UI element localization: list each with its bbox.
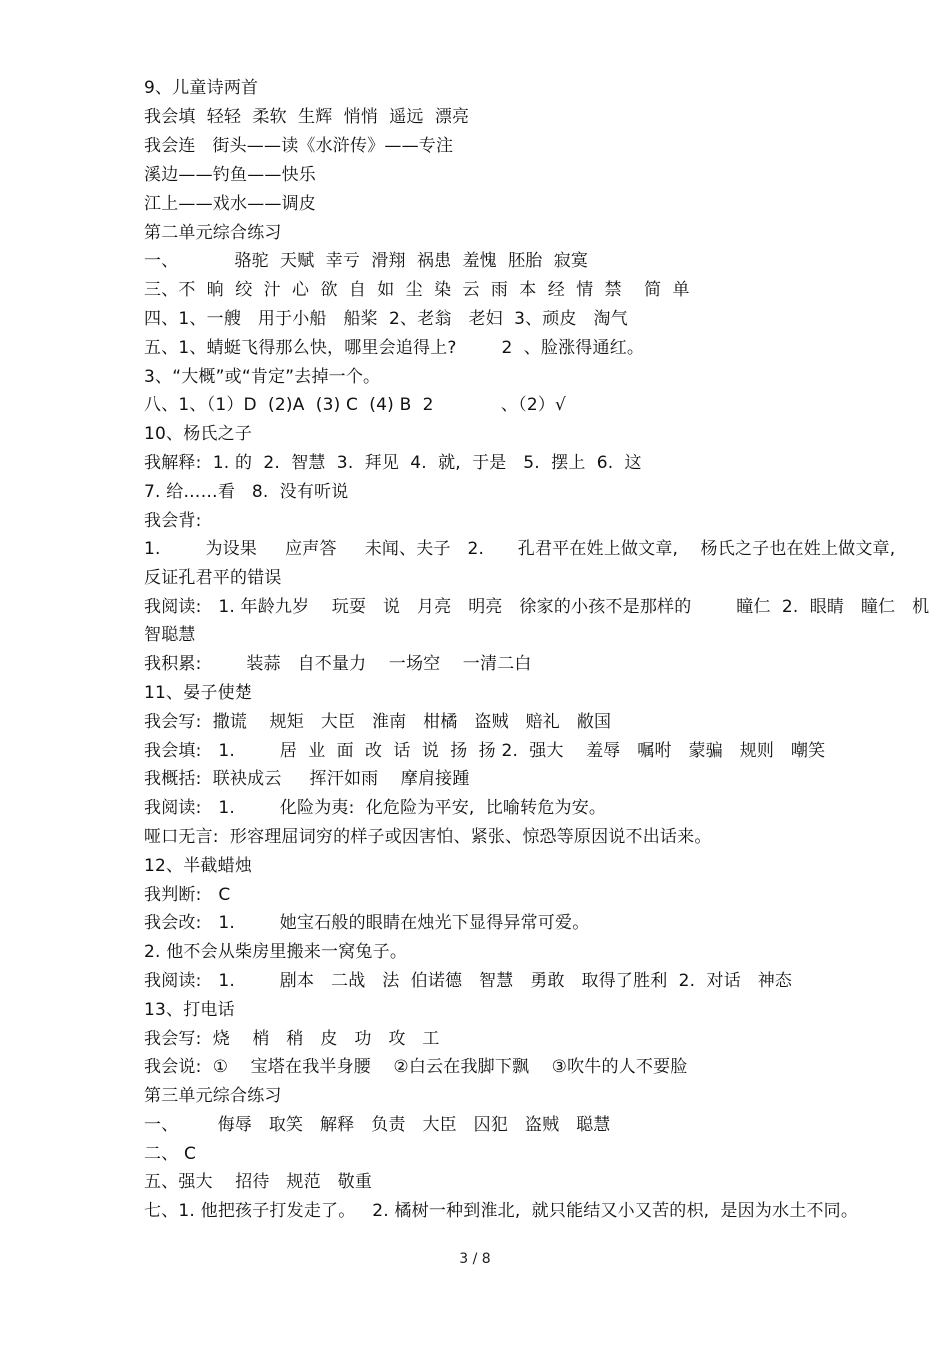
text-line: 五、1、蜻蜓飞得那么快，哪里会追得上? 2 、脸涨得通红。 xyxy=(144,338,645,358)
text-line: 1. 为设果 应声答 未闻、夫子 2. 孔君平在姓上做文章, 杨氏之子也在姓上做文章, xyxy=(144,539,896,559)
text-line: 我阅读: 1. 年龄九岁 玩耍 说 月亮 明亮 徐家的小孩不是那样的 瞳仁 2. 眼睛 瞳仁 机 xyxy=(144,597,930,617)
text-line: 2. 他不会从柴房里搬来一窝兔子。 xyxy=(144,942,408,962)
text-line: 八、1、（1）D (2)A (3) C (4) B 2 、（2）√ xyxy=(144,395,567,415)
heading-lesson-11: 11、晏子使楚 xyxy=(144,683,253,703)
text-line: 我会填 轻轻 柔软 生辉 悄悄 遥远 漂亮 xyxy=(144,107,470,127)
text-line: 一、 侮辱 取笑 解释 负责 大臣 囚犯 盗贼 聪慧 xyxy=(144,1115,611,1135)
text-line: 我解释: 1. 的 2. 智慧 3. 拜见 4. 就, 于是 5. 摆上 6. 这 xyxy=(144,453,642,473)
page-number: 3 / 8 xyxy=(459,1251,491,1267)
text-line: 哑口无言: 形容理屈词穷的样子或因害怕、紧张、惊恐等原因说不出话来。 xyxy=(144,827,712,847)
text-line: 七、1. 他把孩子打发走了。 2. 橘树一种到淮北, 就只能结又小又苦的枳, 是因为水土不同。 xyxy=(144,1201,859,1221)
text-line: 我会写: 撒谎 规矩 大臣 淮南 柑橘 盗贼 赔礼 敝国 xyxy=(144,712,612,732)
text-line: 溪边——钓鱼——快乐 xyxy=(144,165,316,185)
text-line: 我积累: 装蒜 自不量力 一场空 一清二白 xyxy=(144,654,532,674)
heading-lesson-12: 12、半截蜡烛 xyxy=(144,856,253,876)
heading-lesson-13: 13、打电话 xyxy=(144,1000,235,1020)
text-line: 我会改: 1. 她宝石般的眼睛在烛光下显得异常可爱。 xyxy=(144,913,590,933)
text-line: 五、强大 招待 规范 敬重 xyxy=(144,1172,373,1192)
text-line: 我阅读: 1. 剧本 二战 法 伯诺德 智慧 勇敢 取得了胜利 2. 对话 神态 xyxy=(144,971,793,991)
text-line: 我会说: ① 宝塔在我半身腰 ②白云在我脚下飘 ③吹牛的人不要脸 xyxy=(144,1057,688,1077)
heading-lesson-9: 9、儿童诗两首 xyxy=(144,78,259,98)
text-line: 我判断: C xyxy=(144,885,231,905)
text-line: 我会写: 烧 梢 稍 皮 功 攻 工 xyxy=(144,1029,440,1049)
text-line: 一、 骆驼 天赋 幸亏 滑翔 祸患 羞愧 胚胎 寂寞 xyxy=(144,251,589,271)
text-line: 7. 给……看 8. 没有听说 xyxy=(144,482,349,502)
text-line: 我会连 街头——读《水浒传》——专注 xyxy=(144,136,454,156)
text-line: 我阅读: 1. 化险为夷: 化危险为平安, 比喻转危为安。 xyxy=(144,798,607,818)
text-line: 江上——戏水——调皮 xyxy=(144,194,316,214)
heading-lesson-10: 10、杨氏之子 xyxy=(144,424,253,444)
text-line: 智聪慧 xyxy=(144,625,196,645)
text-line: 反证孔君平的错误 xyxy=(144,568,282,588)
text-line: 三、不 晌 绞 汁 心 欲 自 如 尘 染 云 雨 本 经 情 禁 简 单 xyxy=(144,280,690,300)
heading-unit-2-review: 第二单元综合练习 xyxy=(144,223,282,243)
text-line: 四、1、一艘 用于小船 船桨 2、老翁 老妇 3、顽皮 淘气 xyxy=(144,309,628,329)
heading-unit-3-review: 第三单元综合练习 xyxy=(144,1086,282,1106)
text-line: 3、“大概”或“肯定”去掉一个。 xyxy=(144,367,381,387)
text-line: 二、 C xyxy=(144,1144,197,1164)
text-line: 我会背: xyxy=(144,511,202,531)
text-line: 我概括: 联袂成云 挥汗如雨 摩肩接踵 xyxy=(144,769,470,789)
text-line: 我会填: 1. 居 业 面 改 话 说 扬 扬 2. 强大 羞辱 嘱咐 蒙骗 规则 嘲笑 xyxy=(144,741,826,761)
